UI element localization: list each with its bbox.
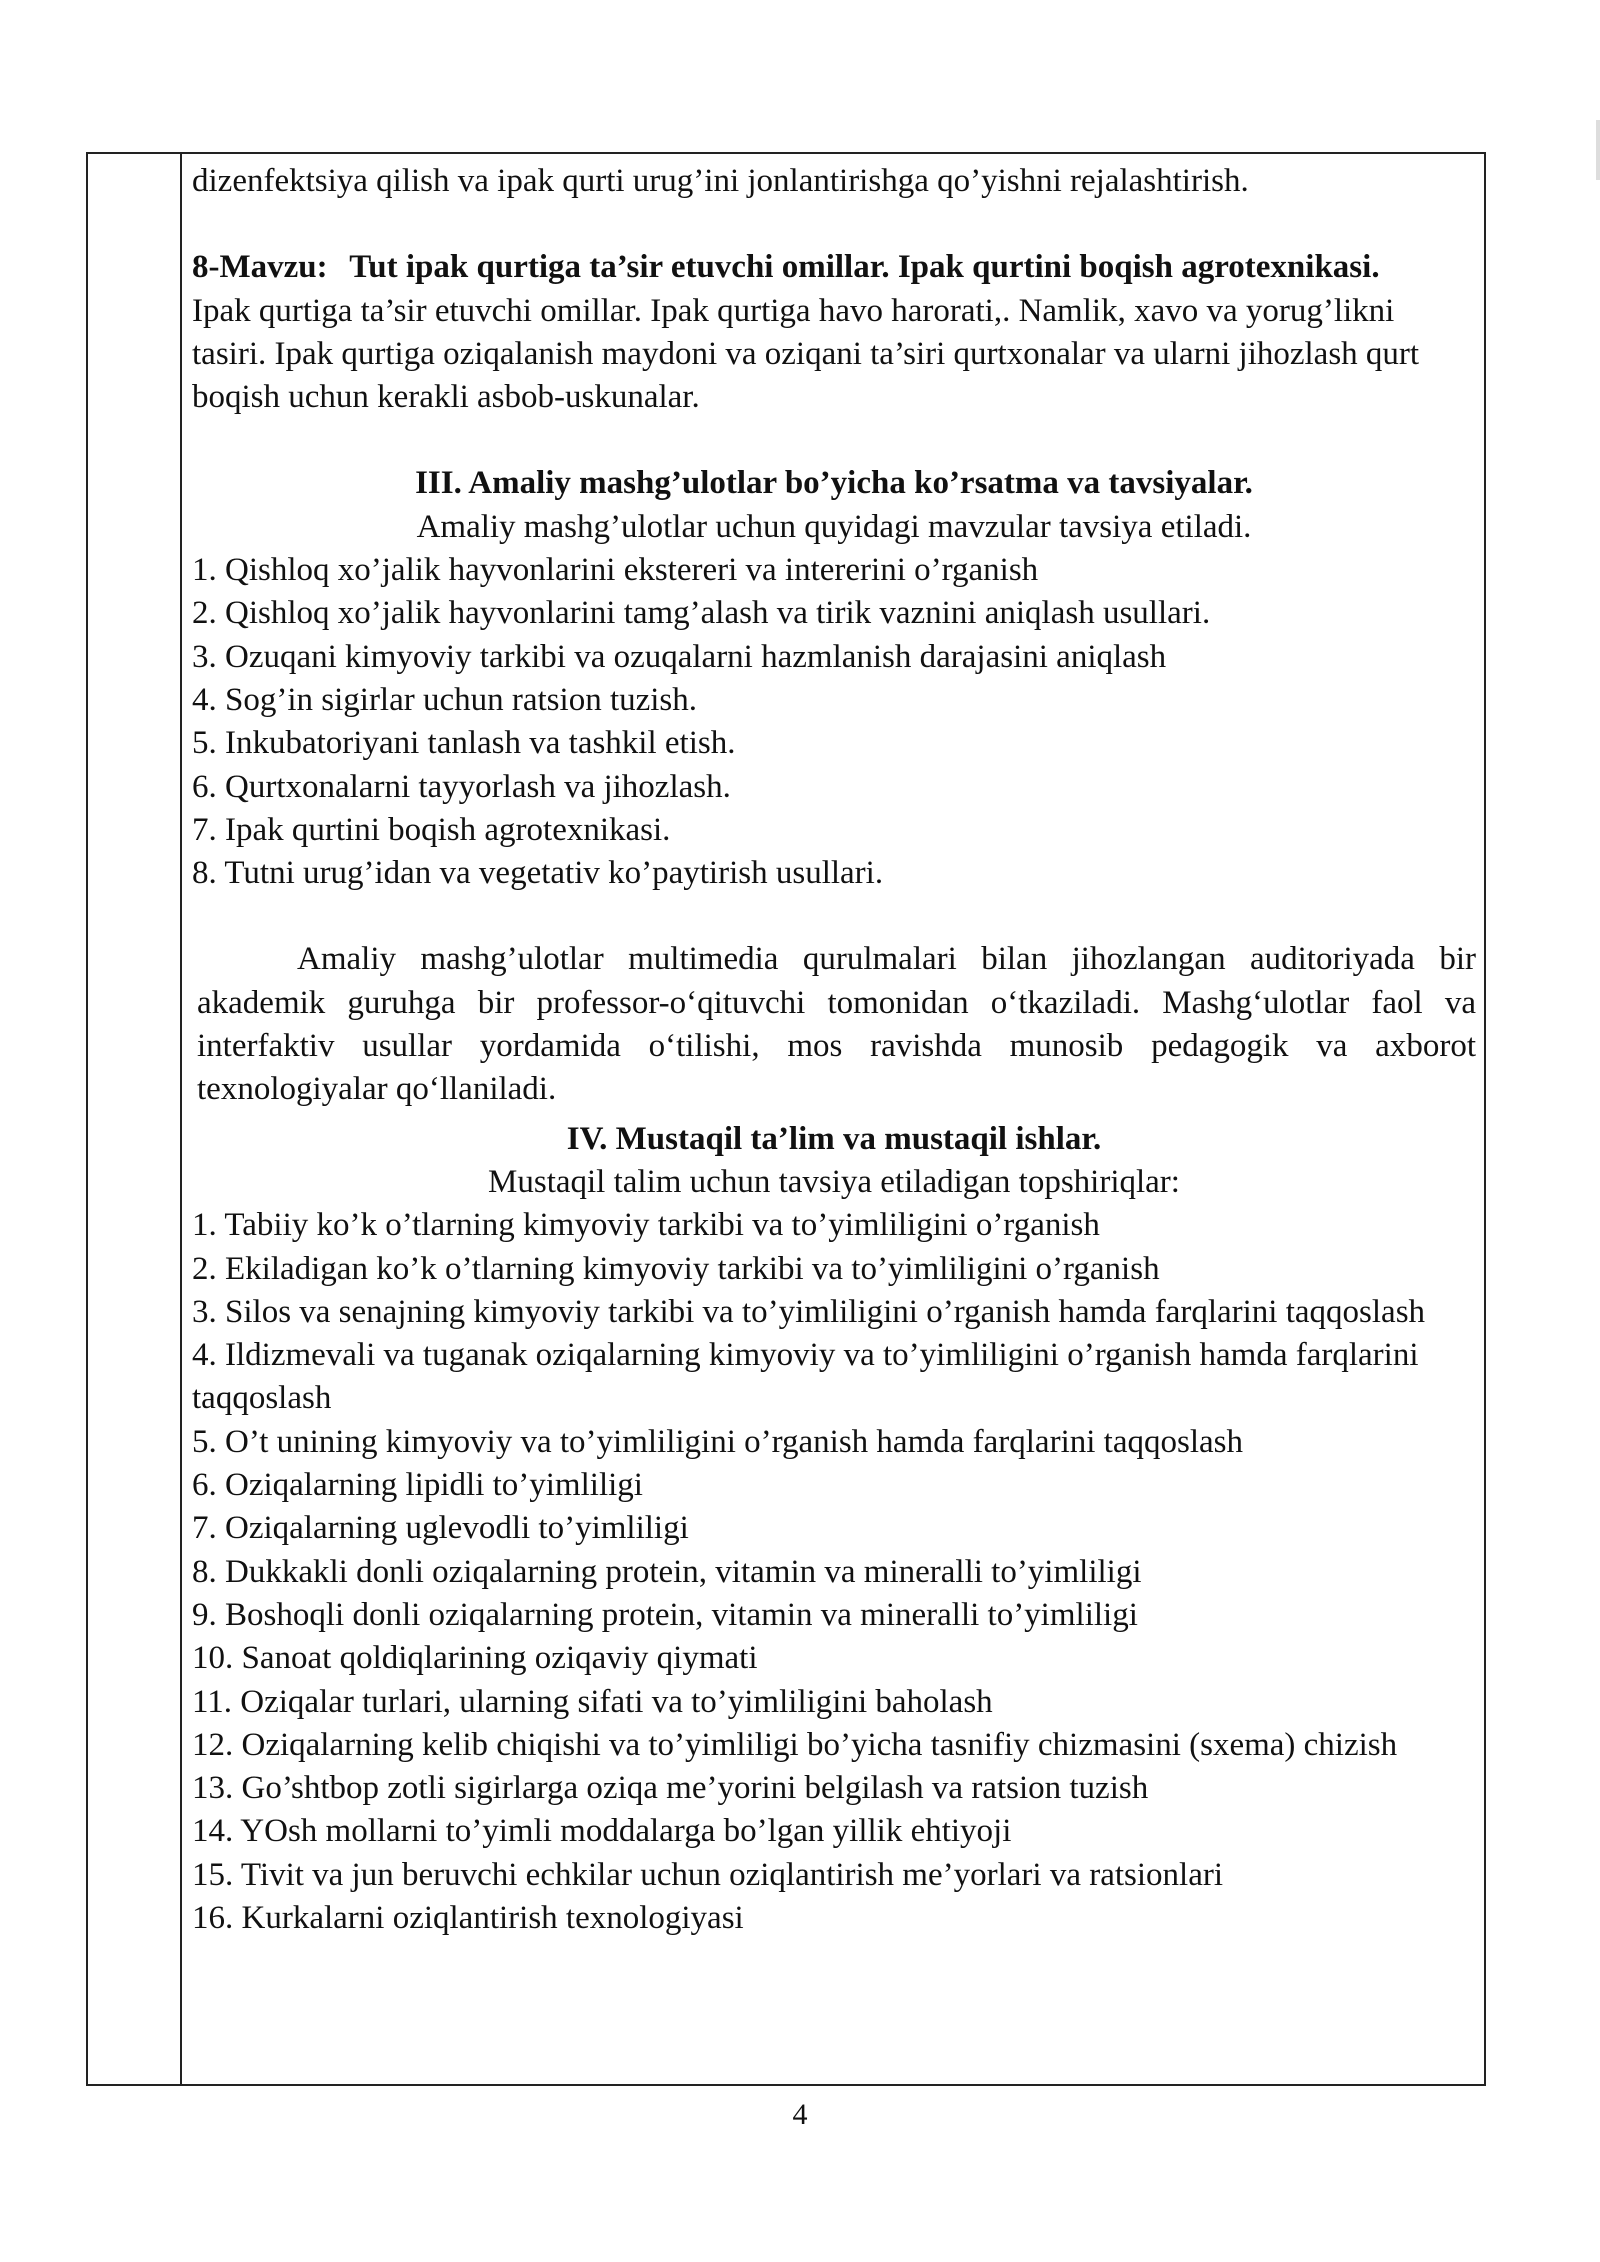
section-3-paragraph: Amaliy mashg’ulotlar multimedia qurulmalari bilan jihozlangan auditoriyada bir akademik guruhga bir professor-o‘qituvchi tomonidan o‘tkaziladi. Mashg‘ulotlar faol va interfaktiv usullar yordamida o‘tilishi, mos ravishda munosib pedagogik va axborot texnologiyalar qo‘llaniladi. [197,941,1476,1108]
list-item: 6. Qurtxonalarni tayyorlash va jihozlash. [192,768,731,805]
topic-8-heading [192,246,1476,289]
content-table-frame [86,152,1486,2086]
list-item: 14. YOsh mollarni to’yimli moddalarga bo’lgan yillik ehtiyoji [192,1813,1012,1850]
spacer [192,203,1476,246]
table-column-divider [180,154,182,2084]
section-4-heading: IV. Mustaqil ta’lim va mustaqil ishlar. [566,1120,1102,1157]
list-item: 1. Tabiiy ko’k o’tlarning kimyoviy tarkibi va to’yimliligini o’rganish [192,1207,1100,1244]
list-item: 16. Kurkalarni oziqlantirish texnologiyasi [192,1899,744,1936]
table-content-cell [192,160,1476,1940]
list-item: 3. Silos va senajning kimyoviy tarkibi va to’yimliligini o’rganish hamda farqlarini taqqoslash [192,1293,1426,1330]
list-item: 15. Tivit va jun beruvchi echkilar uchun oziqlantirish me’yorlari va ratsionlari [192,1856,1224,1893]
intro-line: dizenfektsiya qilish va ipak qurti urug’ini jonlantirishga qo’yishni rejalashtirish. [192,163,1249,199]
spacer [192,419,1476,462]
list-item: 1. Qishloq xo’jalik hayvonlarini ekstereri va intererini o’rganish [192,552,1039,589]
list-item: 11. Oziqalar turlari, ularning sifati va to’yimliligini baholash [192,1683,993,1720]
list-item: 7. Oziqalarning uglevodli to’yimliligi [192,1510,689,1547]
topic-8-title: Tut ipak qurtiga ta’sir etuvchi omillar. Ipak qurtini boqish agrotexnikasi. [349,249,1380,286]
list-item: 4. Ildizmevali va tuganak oziqalarning kimyoviy va to’yimliligini o’rganish hamda farqlarini taqqoslash [192,1337,1419,1417]
list-item: 7. Ipak qurtini boqish agrotexnikasi. [192,811,671,848]
list-item: 10. Sanoat qoldiqlarining oziqaviy qiymati [192,1640,758,1677]
list-item: 8. Tutni urug’idan va vegetativ ko’paytirish usullari. [192,855,884,892]
page-number: 4 [792,2098,808,2131]
list-item: 2. Qishloq xo’jalik hayvonlarini tamg’alash va tirik vaznini aniqlash usullari. [192,595,1211,632]
section-4-subheading: Mustaqil talim uchun tavsiya etiladigan topshiriqlar: [488,1163,1180,1200]
list-item: 4. Sog’in sigirlar uchun ratsion tuzish. [192,681,698,718]
scan-edge-shadow [1596,120,1600,180]
list-item: 13. Go’shtbop zotli sigirlarga oziqa me’yorini belgilash va ratsion tuzish [192,1770,1149,1807]
section-3-subheading: Amaliy mashg’ulotlar uchun quyidagi mavzular tavsiya etiladi. [416,508,1252,545]
section-4-list [192,1204,1476,1940]
list-item: 12. Oziqalarning kelib chiqishi va to’yimliligi bo’yicha tasnifiy chizmasini (sxema) chizish [192,1726,1398,1763]
spacer [192,895,1476,938]
list-item: 3. Ozuqani kimyoviy tarkibi va ozuqalarni hazmlanish darajasini aniqlash [192,638,1167,675]
topic-8-label: 8-Mavzu: [192,249,328,286]
topic-8-body: Ipak qurtiga ta’sir etuvchi omillar. Ipak qurtiga havo harorati,. Namlik, xavo va yorug’likni tasiri. Ipak qurtiga oziqalanish maydoni va oziqani ta’siri qurtxonalar va ularni jihozlash qurt boqish uchun kerakli asbob-uskunalar. [192,292,1420,416]
section-3-list [192,549,1476,895]
list-item: 9. Boshoqli donli oziqalarning protein, vitamin va mineralli to’yimliligi [192,1596,1138,1633]
list-item: 2. Ekiladigan ko’k o’tlarning kimyoviy tarkibi va to’yimliligini o’rganish [192,1250,1160,1287]
section-3-heading: III. Amaliy mashg’ulotlar bo’yicha ko’rsatma va tavsiyalar. [415,465,1253,502]
list-item: 5. O’t unining kimyoviy va to’yimliligini o’rganish hamda farqlarini taqqoslash [192,1423,1243,1460]
list-item: 8. Dukkakli donli oziqalarning protein, vitamin va mineralli to’yimliligi [192,1553,1142,1590]
list-item: 5. Inkubatoriyani tanlash va tashkil etish. [192,725,736,762]
list-item: 6. Oziqalarning lipidli to’yimliligi [192,1467,643,1504]
